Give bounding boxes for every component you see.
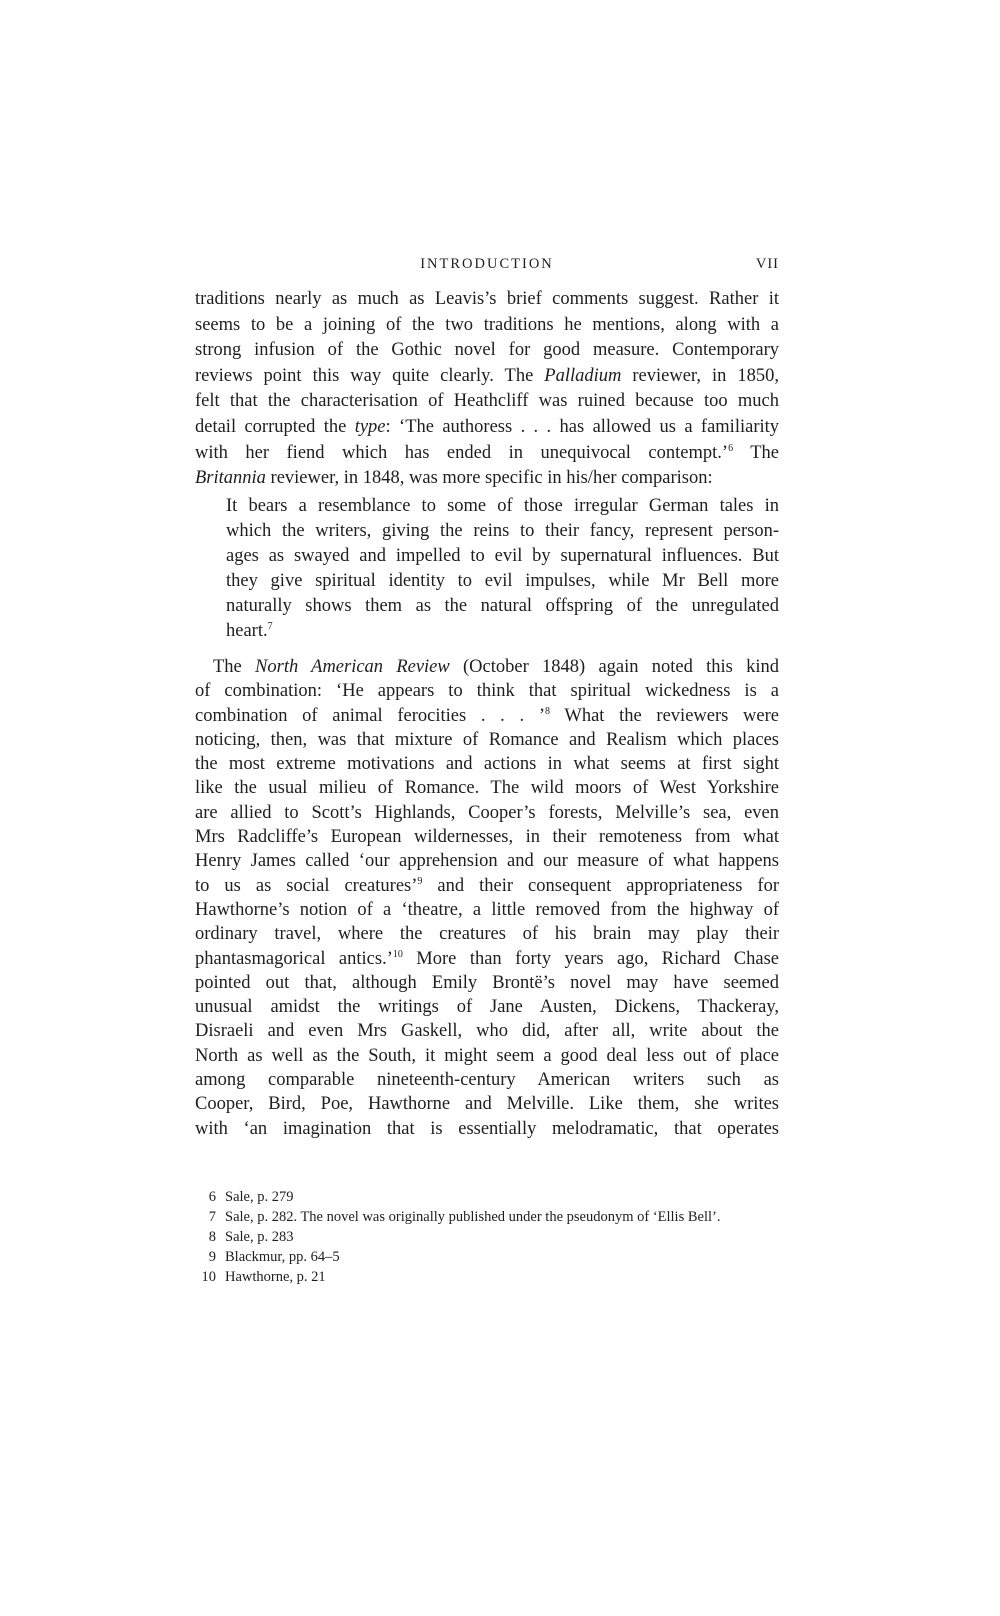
- text-line: [195, 825, 779, 849]
- text-run: felt that the characterisation of Heathcliff was ruined because too much: [195, 391, 779, 412]
- text-line: [195, 389, 779, 415]
- footnote-reference: 7: [267, 621, 273, 632]
- text-line: [195, 415, 779, 441]
- text-line: [195, 704, 779, 728]
- text-line: [226, 569, 779, 594]
- text-run: combination of animal ferocities . . . ’: [195, 705, 545, 726]
- footnote: [190, 1227, 790, 1247]
- text-run: North as well as the South, it might seem a good deal less out of place: [195, 1045, 779, 1066]
- text-run: unusual amidst the writings of Jane Austen, Dickens, Thackeray,: [195, 997, 779, 1018]
- footnote-reference: 9: [417, 875, 423, 887]
- text-run: and their consequent appropriateness for: [422, 875, 779, 896]
- text-run: Henry James called ‘our apprehension and our measure of what happens: [195, 851, 779, 872]
- text-run: reviewer, in 1848, was more specific in his/her comparison:: [265, 468, 713, 489]
- text-run: The: [733, 442, 779, 463]
- text-line: [195, 752, 779, 776]
- italic-title: Britannia: [195, 468, 266, 489]
- italic-title: type: [354, 416, 386, 437]
- page-number: VII: [755, 256, 779, 272]
- text-run: More than forty years ago, Richard Chase: [402, 948, 779, 969]
- text-run: ordinary travel, where the creatures of his brain may play their: [195, 924, 779, 945]
- footnote: [190, 1187, 790, 1207]
- text-line: [195, 1068, 779, 1092]
- text-run: It bears a resemblance to some of those irregular German tales in: [226, 496, 779, 516]
- text-run: (October 1848) again noted this kind: [449, 657, 780, 677]
- text-line: [195, 995, 779, 1019]
- text-line: [195, 655, 779, 679]
- text-run: which the writers, giving the reins to their fancy, represent person-: [226, 521, 779, 541]
- text-line: [195, 1044, 779, 1068]
- footnote-number: 9: [208, 1249, 216, 1265]
- text-run: to us as social creatures’: [195, 875, 418, 896]
- text-line: [195, 1117, 779, 1141]
- text-run: among comparable nineteenth-century American writers such as: [195, 1070, 779, 1091]
- text-line: [195, 679, 779, 703]
- footnote-text: Sale, p. 283: [225, 1229, 294, 1245]
- text-run: the most extreme motivations and actions in what seems at first sight: [195, 754, 779, 775]
- text-run: traditions nearly as much as Leavis’s brief comments suggest. Rather it: [195, 289, 779, 309]
- text-line: [195, 287, 779, 313]
- text-run: of combination: ‘He appears to think that spiritual wickedness is a: [195, 681, 779, 702]
- text-run: reviews point this way quite clearly. The: [195, 365, 545, 386]
- text-line: [195, 947, 779, 971]
- text-line: [195, 441, 779, 467]
- footnote-number: 10: [201, 1269, 216, 1285]
- text-line: [195, 922, 779, 946]
- text-line: [195, 364, 779, 390]
- text-run: are allied to Scott’s Highlands, Cooper’s forests, Melville’s sea, even: [195, 802, 779, 823]
- footnote-text: Sale, p. 279: [225, 1189, 294, 1205]
- text-run: ages as swayed and impelled to evil by supernatural influences. But: [226, 546, 779, 566]
- text-run: Hawthorne’s notion of a ‘theatre, a little removed from the highway of: [195, 899, 779, 920]
- text-line: [226, 494, 779, 519]
- text-line: [195, 801, 779, 825]
- text-line: [195, 776, 779, 800]
- footnote-text: Sale, p. 282. The novel was originally published under the pseudonym of ‘Ellis Bell’.: [225, 1209, 721, 1225]
- footnotes: [190, 1187, 790, 1287]
- footnote-text: Blackmur, pp. 64–5: [225, 1249, 340, 1265]
- text-run: Cooper, Bird, Poe, Hawthorne and Melville. Like them, she writes: [195, 1094, 779, 1115]
- text-line: [226, 619, 779, 644]
- text-line: [195, 313, 779, 339]
- text-line: [226, 544, 779, 569]
- text-run: like the usual milieu of Romance. The wild moors of West Yorkshire: [195, 778, 779, 799]
- text-run: with her fiend which has ended in unequivocal contempt.’: [195, 442, 729, 463]
- text-run: Disraeli and even Mrs Gaskell, who did, after all, write about the: [195, 1021, 779, 1042]
- text-run: phantasmagorical antics.’: [195, 948, 393, 969]
- text-run: naturally shows them as the natural offspring of the unregulated: [226, 596, 779, 616]
- footnote-number: 7: [208, 1209, 216, 1225]
- footnote: [190, 1207, 790, 1227]
- block-quote: [226, 494, 779, 644]
- footnote-reference: 8: [545, 705, 550, 717]
- text-run: seems to be a joining of the two traditions he mentions, along with a: [195, 314, 779, 335]
- text-run: reviewer, in 1850,: [621, 365, 779, 386]
- italic-title: North American Review: [255, 657, 450, 677]
- footnote-text: Hawthorne, p. 21: [225, 1269, 326, 1285]
- text-line: [226, 519, 779, 544]
- text-run: pointed out that, although Emily Brontë’s novel may have seemed: [195, 972, 779, 993]
- text-run: Mrs Radcliffe’s European wildernesses, in their remoteness from what: [195, 827, 779, 848]
- footnote: [190, 1267, 790, 1287]
- text-run: they give spiritual identity to evil impulses, while Mr Bell more: [226, 571, 779, 591]
- text-run: What the reviewers were: [550, 705, 779, 726]
- text-run: with ‘an imagination that is essentially melodramatic, that operates: [195, 1118, 779, 1139]
- paragraph-2: [195, 655, 779, 1141]
- text-line: [195, 1092, 779, 1116]
- footnote-reference: 10: [392, 948, 403, 960]
- text-run: strong infusion of the Gothic novel for good measure. Contemporary: [195, 340, 779, 361]
- footnote-number: 6: [208, 1189, 216, 1205]
- text-run: : ‘The authoress . . . has allowed us a familiarity: [385, 416, 780, 437]
- text-line: [195, 971, 779, 995]
- italic-title: Palladium: [544, 365, 622, 386]
- paragraph-1: [195, 287, 779, 492]
- footnote-reference: 6: [728, 442, 734, 454]
- text-run: detail corrupted the: [195, 416, 355, 437]
- running-header: [195, 256, 779, 278]
- text-run: The: [213, 657, 256, 677]
- footnote-number: 8: [208, 1229, 216, 1245]
- text-line: [195, 898, 779, 922]
- text-line: [195, 466, 779, 492]
- text-line: [195, 728, 779, 752]
- text-line: [195, 874, 779, 898]
- text-line: [195, 338, 779, 364]
- text-line: [195, 849, 779, 873]
- running-title: INTRODUCTION: [420, 256, 554, 272]
- text-run: heart.: [226, 621, 268, 641]
- text-line: [226, 594, 779, 619]
- footnote: [190, 1247, 790, 1267]
- text-line: [195, 1019, 779, 1043]
- text-run: noticing, then, was that mixture of Romance and Realism which places: [195, 729, 779, 750]
